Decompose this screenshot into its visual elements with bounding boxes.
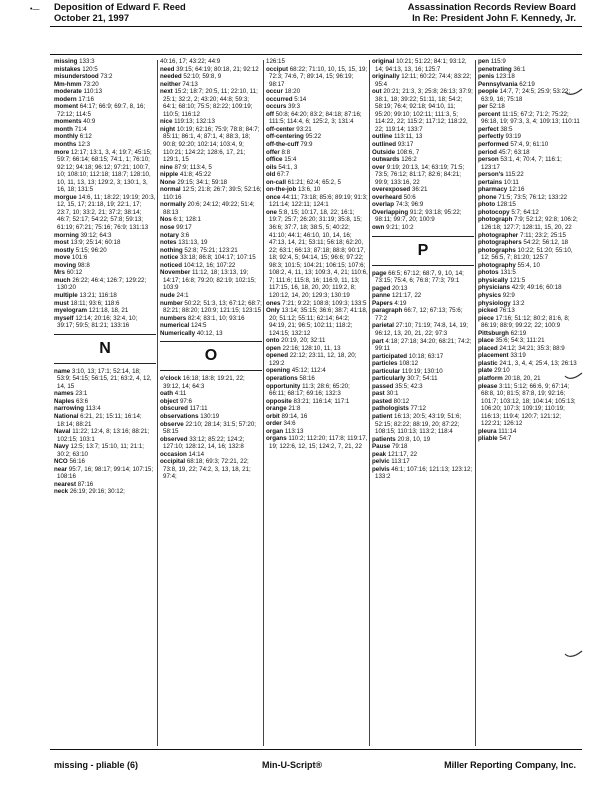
index-entry: original 10:21; 51:22; 84:1; 93:12, 14; 94:13, 13, 16; 125:7: [372, 58, 467, 73]
index-entry: photocopy 5:7; 64:12: [478, 208, 539, 216]
index-entry: morning 39:12; 64:3: [54, 231, 112, 239]
board-title: Assassination Records Review Board: [407, 1, 576, 12]
section-letter: P: [372, 236, 474, 266]
index-entry: on-the-job 13:6, 10: [266, 186, 321, 194]
index-entry: particles 108:12: [372, 360, 419, 368]
index-entry: orbit 89:14, 16: [266, 412, 308, 420]
index-entry: order 34:6: [266, 420, 296, 428]
index-entry: peak 121:17, 22: [372, 450, 418, 458]
index-entry: own 9:21; 10:2: [372, 224, 414, 232]
column-divider: [369, 60, 370, 746]
index-column-5: [478, 58, 580, 443]
index-entry: phone 71:5; 73:5; 76:12; 133:22: [478, 193, 568, 201]
index-entry: much 26:22; 46:4; 126:7; 129:22; 130:20: [54, 276, 147, 292]
index-entry: outlined 93:17: [372, 141, 414, 149]
index-entry: Pennsylvania 62:19: [478, 80, 535, 88]
index-entry: paged 20:13: [372, 284, 408, 292]
index-entry: opportunity 11:3; 28:6; 65:20; 66:11; 68:17; 69:16; 132:3: [266, 382, 350, 398]
header-left: [54, 2, 186, 23]
index-entry: opening 45:12; 112:4: [266, 367, 326, 375]
index-entry: notary 3:6: [160, 231, 190, 239]
index-entry: out 20:21; 21:3, 3; 25:8; 26:13; 37:9; 38:1, 18; 39:22; 51:11, 18; 54:2; 58:19; 76:4; 92:18; 94:10, 11; 95:20; 99:10; 102:11; 111:3, 5; 114:22, 22; 115:2; 117:12; 118:22, 22; 119:14; 133:7: [372, 88, 473, 133]
index-entry: please 3:11; 5:12; 66:6, 9; 67:14; 68:8, 10; 81:5; 87:8, 19; 92:16; 101:7; 103:12, 18; 104:14; 105:13; 106:20; 107:3; 109:19; 110:19; 116:13; 119:4; 120:7; 121:12; 122:21; 126:12: [478, 382, 576, 428]
index-entry: night 10:19; 62:16; 75:9; 78:8; 84:7; 85:11; 86:1, 4; 87:1, 4; 88:3, 18; 90:8; 92:20; 102:14; 103:4, 9; 110:21; 124:22; 128:6, 17, 21; 129:1, 15: [160, 125, 260, 164]
index-entry: oils 54:1, 3: [266, 163, 298, 171]
index-entry: nice 119:13; 132:13: [160, 118, 215, 126]
index-entry: myelogram 121:18, 18, 21: [54, 307, 129, 315]
index-entry: ones 7:21; 9:22; 108:8; 109:3; 133:5: [266, 299, 367, 307]
index-entry: neither 74:13: [160, 80, 198, 88]
index-entry: occasion 14:14: [160, 450, 205, 458]
index-entry: mistakes 120:5: [54, 65, 98, 73]
index-entry: nothing 52:8; 75:21; 123:21: [160, 246, 238, 254]
index-entry: plate 29:10: [478, 367, 510, 375]
index-entry: passed 35:5; 42:3: [372, 382, 423, 390]
index-entry: move 101:6: [54, 254, 88, 262]
index-entry: observations 130:19: [160, 412, 220, 420]
index-entry: photographers 54:22; 56:12, 18: [478, 239, 569, 247]
index-entry: percent 11:15; 67:2; 71:2; 75:22; 96:18, 19; 97:3, 3, 4; 109:13; 110:11: [478, 110, 580, 126]
index-entry: over 9:19; 20:13, 14; 63:19; 71:5; 73:5; 76:12; 81:17; 82:6; 84:21; 99:9; 133:16, 22: [372, 163, 465, 186]
index-entry: nine 87:9; 113:4, 5: [160, 163, 212, 171]
index-entry: perfect 38:5: [478, 125, 513, 133]
index-entry: moment 64:17; 66:9; 69:7, 8, 16; 72:12; 114:5: [54, 103, 146, 118]
index-entry: physically 121:5: [478, 276, 526, 284]
column-divider: [263, 60, 264, 746]
index-entry: paragraph 66:7, 12; 67:13; 75:6; 77:2: [372, 307, 463, 322]
index-entry: placement 33:19: [478, 352, 526, 360]
index-entry: opposite 83:21; 116:14; 117:1: [266, 397, 350, 405]
index-entry: occurs 39:3: [266, 103, 301, 111]
index-entry: name 3:10, 13; 17:1; 52:14, 18; 53:9; 54:15; 56:15, 21; 63:2, 4, 12, 14, 15: [54, 367, 152, 390]
index-entry: pelvis 46:1; 107:16; 121:13; 123:12; 133:2: [372, 465, 473, 481]
index-entry: onto 20:19, 20; 32:11: [266, 337, 326, 345]
deposition-title: Deposition of Edward F. Reed: [54, 1, 186, 12]
index-entry: orange 21:8: [266, 405, 301, 413]
index-entry: penis 123:18: [478, 73, 515, 81]
index-entry: placed 24:12; 34:21; 35:3; 88:9: [478, 344, 565, 352]
index-entry: monthly 6:12: [54, 133, 92, 141]
index-entry: once 44:11; 73:18; 85:6; 89:19; 91:3; 121:14; 122:11; 124:1: [266, 193, 368, 209]
index-entry: obscured 117:11: [160, 405, 208, 413]
index-entry: opened 22:12; 23:11, 12, 18, 20; 129:2: [266, 352, 357, 367]
index-entry: outwards 126:2: [372, 156, 417, 164]
header-right: [408, 2, 576, 23]
index-entry: modern 17:16: [54, 95, 94, 103]
index-entry: most 13:9; 25:14; 60:18: [54, 239, 121, 247]
index-column-3: [266, 58, 368, 450]
index-entry: misunderstood 73:2: [54, 73, 113, 81]
index-entry: observed 33:12; 85:22; 124:2; 127:10; 128:12, 14, 16; 132:8: [160, 435, 245, 451]
index-entry: on-call 61:21; 62:4; 65:2, 5: [266, 178, 341, 186]
top-rule: [50, 54, 582, 55]
index-entry: Numerically 40:12, 13: [160, 329, 223, 337]
section-letter: O: [160, 341, 262, 371]
index-entry: moments 40:9: [54, 118, 96, 126]
index-entry: Mm-hmm 73:20: [54, 80, 99, 88]
index-entry: neck 26:19; 29:16; 30:12;: [54, 488, 125, 496]
index-entry: performed 57:4, 9; 61:10: [478, 141, 549, 149]
index-entry: photos 131:5: [478, 269, 516, 277]
index-entry: outline 113:11, 13: [372, 133, 423, 141]
index-entry: off-center 93:21: [266, 125, 312, 133]
index-entry: Pittsburgh 62:19: [478, 329, 527, 337]
index-entry: mostly 5:15; 96:20: [54, 246, 107, 254]
index-entry: picked 76:13: [478, 307, 515, 315]
index-entry: moderate 110:13: [54, 88, 103, 96]
index-entry: Only 13:14; 35:15; 36:6; 38:7; 41:18, 20; 51:12; 55:11; 62:14; 64:2; 94:19, 21; 96:5; 102:11; 118:2; 124:15; 132:12: [266, 307, 368, 337]
index-entry: overheard 50:6: [372, 193, 416, 201]
index-entry: 40:16, 17; 43:22; 44:9: [160, 58, 221, 65]
index-entry: old 67:7: [266, 171, 290, 179]
index-entry: operations 58:16: [266, 374, 315, 382]
column-divider: [475, 60, 476, 746]
index-column-1: [54, 58, 156, 496]
index-entry: plastic 24:1, 3, 4, 4; 25:4, 13; 26:13: [478, 359, 577, 367]
index-entry: Naples 63:6: [54, 397, 89, 405]
index-entry: nose 99:17: [160, 224, 192, 232]
index-entry: off-centering 95:22: [266, 133, 322, 141]
index-entry: object 97:6: [160, 397, 192, 405]
footer-company: Miller Reporting Company, Inc.: [444, 760, 576, 770]
index-entry: notes 131:13, 19: [160, 239, 208, 247]
index-entry: page 66:5; 67:12; 68:7, 9, 10, 14; 73:15; 75:4, 6; 76:8; 77:3; 79:1: [372, 269, 464, 285]
index-entry: None 29:15; 34:1; 59:18: [160, 178, 228, 186]
index-entry: missing 133:3: [54, 58, 95, 65]
index-entry: months 12:3: [54, 141, 91, 149]
index-entry: part 4:18; 27:18; 34:20; 68:21; 74:2; 99:11: [372, 337, 472, 353]
index-entry: November 11:12, 18; 13:13, 19; 14:17; 16:8; 79:20; 82:19; 102:15; 103:9: [160, 269, 256, 292]
index-entry: moving 98:8: [54, 261, 90, 269]
index-entry: Pause 79:18: [372, 443, 408, 451]
index-entry: platform 20:18, 20, 21: [478, 374, 541, 382]
index-entry: occipital 68:18; 69:3; 72:21, 22; 73:8, 19, 22; 74:2, 3, 13, 18, 21; 97:4;: [160, 458, 251, 481]
index-entry: people 14:7, 7; 24:5; 25:9; 53:22; 63:9, 16; 75:18: [478, 88, 571, 103]
index-entry: Naval 11:22; 12:4, 8; 13:16; 88:21; 102:15; 103:1: [54, 428, 150, 443]
index-entry: office 15:4: [266, 156, 297, 164]
index-entry: pasted 80:12: [372, 397, 410, 405]
index-entry: oath 4:11: [160, 390, 187, 398]
index-entry: next 15:2; 18:7; 20:5, 11; 22:10, 11; 25:1; 32:2, 2; 43:20; 44:8; 59:3; 64:1; 68:10; 75:5; 82:22; 109:19; 110:5; 116:12: [160, 88, 258, 118]
deposition-date: October 21, 1997: [54, 11, 130, 23]
index-entry: originally 12:11; 60:22; 74:4; 83:22; 95:4: [372, 73, 472, 88]
index-entry: need 39:15; 64:19; 80:18, 21; 92:12: [160, 65, 259, 73]
index-entry: nipple 41:8; 45:22: [160, 171, 211, 179]
index-entry: one 5:8, 15; 10:17, 18, 22; 16:1; 19:7; 25:7; 26:20; 31:19; 35:8, 15; 36:6; 37:7, 18; 38:5, 5; 40:22; 41:10; 44:1; 46:10, 10, 14, 16; 47:13, 14, 21; 53:11; 56:18; 62:20, 22; 63:1; 66:13; 87:18; 88:8; 90:17, 18; 92:4, 5; 94:14, 15; 96:6; 97:22; 98:3; 101:5; 104:21; 106:15; 107:6; 108:2, 4, 11, 13; 109:3, 4, 21; 110:6, 7; 111:6; 115:8, 16; 116:9, 11, 13; 117:15, 16, 18, 20, 20; 119:2, 8; 120:12, 14, 20; 129:3; 130:19: [266, 208, 368, 299]
index-entry: offer 8:8: [266, 148, 291, 156]
section-letter: N: [54, 334, 156, 364]
index-entry: morgue 14:6, 11; 18:22; 19:19; 20:3, 12, 15, 17; 21:18, 19; 22:1, 17; 23:7, 10; 33:2, 21; 37:2; 38:14; 46:7; 52:17; 54:22; 57:8; 59:13; 61:19; 67:21; 75:16; 76:9; 131:13: [54, 193, 156, 232]
index-entry: participated 10:18; 63:17: [372, 352, 444, 360]
index-entry: penetrating 36:1: [478, 65, 526, 73]
index-entry: open 22:16; 128:10, 11, 13: [266, 344, 341, 352]
index-entry: perfectly 93:19: [478, 133, 521, 141]
index-entry: more 12:17; 13:1, 3, 4; 19:7; 45:15; 59:7; 66:14; 68:15; 74:1, 1; 76:10; 92:12; 94:18; 96:12; 97:21; 100:7, 10; 108:10; 112:18; 118:7; 128:10, 10, 11, 13, 13; 129:2, 3; 130:1, 3, 16, 18; 131:5: [54, 148, 152, 194]
index-entry: photo 128:15: [478, 201, 516, 209]
index-entry: physics 92:9: [478, 291, 515, 299]
index-entry: multiple 13:21; 116:18: [54, 291, 117, 299]
index-entry: near 95:7, 16; 98:17; 99:14; 107:15; 108:16: [54, 465, 154, 481]
index-entry: off 50:8; 64:20; 83:2; 84:18; 87:16; 111:5; 114:4, 6; 125:2, 3; 131:4: [266, 110, 362, 126]
index-entry: overlap 74:3; 96:9: [372, 201, 424, 209]
header-rule: [50, 26, 582, 27]
index-column-4: [372, 58, 474, 481]
footer-product: Min-U-Script®: [262, 760, 323, 770]
index-entry: pen 115:9: [478, 58, 506, 65]
index-entry: occiput 68:22; 71:10, 10, 15, 15, 19; 72:3; 74:6, 7; 89:14, 15; 96:19; 98:17: [266, 65, 368, 88]
index-entry: parietal 27:10; 71:19; 74:8, 14, 19; 96:12, 13, 20, 21, 22; 97:3: [372, 322, 468, 337]
index-entry: numbers 82:4; 83:1, 10; 93:16: [160, 314, 245, 322]
index-entry: 126:15: [266, 58, 285, 65]
index-entry: piece 17:16; 51:12; 80:2; 81:6, 8; 86:19; 88:9; 99:22; 22; 100:9: [478, 314, 570, 330]
index-entry: month 71:4: [54, 125, 87, 133]
index-entry: panne 121:17, 22: [372, 292, 422, 300]
index-entry: myself 12:14; 20:16; 32:4, 10; 39:17; 59:5; 81:21; 133:16: [54, 314, 138, 330]
index-entry: must 18:11; 93:6; 118:6: [54, 299, 120, 307]
index-entry: normally 20:6; 24:12; 49:22; 51:4; 88:13: [160, 201, 255, 216]
index-entry: number 50:22; 51:3, 13; 67:12; 68:7; 82:21; 88:20; 120:9; 121:15; 123:15: [160, 299, 262, 315]
index-entry: numerical 124:5: [160, 322, 207, 330]
index-entry: normal 12:5; 21:8; 26:7; 39:5; 52:16; 110:16: [160, 186, 262, 201]
index-entry: pliable 54:7: [478, 435, 512, 443]
index-entry: needed 52:10; 59:8, 9: [160, 73, 222, 81]
index-entry: noticed 104:12, 16; 107:22: [160, 261, 236, 269]
index-entry: o'clock 16:18; 18:8; 19:21, 22; 39:12, 14; 64:3: [160, 375, 245, 390]
case-title: In Re: President John F. Kennedy, Jr.: [412, 11, 576, 23]
index-entry: particularly 30:7; 54:11: [372, 375, 438, 383]
index-entry: Navy 12:5; 13:7; 15:10, 11; 21:1; 30:2; 63:10: [54, 443, 145, 458]
index-entry: notice 33:18; 86:8; 104:17; 107:15: [160, 254, 256, 262]
index-entry: occur 18:20: [266, 88, 301, 96]
index-entry: patient 16:13; 20:5; 43:19; 51:6; 52:15; 82:22; 88:19, 20; 87:22; 108:15; 110:13; 113:2; 118:4: [372, 412, 462, 436]
index-entry: names 23:1: [54, 390, 88, 398]
index-entry: photographs 10:22; 51:20; 55:10, 12; 56:5, 7; 81:20; 125:7: [478, 246, 573, 262]
index-entry: photographer 7:11; 23:2; 25:15: [478, 231, 566, 239]
index-entry: photograph 7:9; 52:12; 92:8; 106:2; 126:18; 127:7; 128:11, 15, 20, 22: [478, 216, 578, 232]
index-entry: organs 110:2; 112:20; 117:8; 119:17, 19; 122:6, 12, 15; 124:2, 7, 21, 22: [266, 435, 368, 450]
index-entry: person 53:1, 4; 70:4, 7; 116:1; 123:17: [478, 156, 562, 171]
index-entry: organ 113:13: [266, 427, 304, 435]
index-entry: physiology 13:2: [478, 299, 525, 307]
index-entry: pleura 111:14: [478, 427, 517, 435]
index-entry: National 6:21, 21; 15:11; 16:14; 18:14; 88:21: [54, 412, 142, 428]
index-entry: photography 55:4, 10: [478, 261, 540, 269]
index-entry: Nos 6:1; 128:1: [160, 216, 201, 224]
corner-mark: •—: [30, 6, 40, 13]
checkmark-annotation: [563, 370, 585, 384]
index-entry: nearest 87:16: [54, 480, 94, 488]
checkmark-annotation: [563, 86, 585, 100]
index-entry: person's 115:22: [478, 171, 524, 179]
index-entry: overexposed 36:21: [372, 186, 428, 194]
index-entry: Overlapping 91:2; 93:18; 95:22; 98:11; 99:7, 20; 100:9: [372, 208, 462, 224]
index-entry: patients 20:8, 10, 19: [372, 435, 431, 443]
footer-range: missing - pliable (6): [54, 760, 139, 770]
index-entry: pathologists 77:12: [372, 405, 426, 413]
bottom-rule: [50, 749, 582, 750]
index-column-2: [160, 58, 262, 481]
index-entry: per 52:18: [478, 103, 505, 111]
index-entry: Mrs 60:12: [54, 269, 83, 277]
index-entry: Outside 108:6, 7: [372, 148, 420, 156]
index-entry: observe 22:10; 28:14; 31:5; 57:20; 58:15: [160, 420, 256, 436]
index-entry: pelvic 113:17: [372, 458, 410, 466]
index-entry: Papers 4:19: [372, 299, 407, 307]
index-entry: physicians 42:9; 49:16; 60:18: [478, 284, 562, 292]
index-entry: occurred 5:14: [266, 95, 307, 103]
index-entry: pharmacy 12:16: [478, 186, 525, 194]
checkmark-annotation: [563, 648, 585, 662]
index-entry: nude 24:1: [160, 291, 189, 299]
index-entry: period 45:7; 63:18: [478, 148, 530, 156]
index-entry: NCO 56:16: [54, 458, 85, 466]
column-divider: [157, 60, 158, 746]
index-entry: particular 119:19; 130:10: [372, 367, 443, 375]
index-entry: pertains 10:11: [478, 178, 519, 186]
index-entry: off-the-cuff 79:9: [266, 141, 313, 149]
index-entry: place 35:6; 54:3; 111:21: [478, 337, 545, 345]
index-entry: past 30:1: [372, 390, 399, 398]
index-entry: narrowing 113:4: [54, 405, 101, 413]
